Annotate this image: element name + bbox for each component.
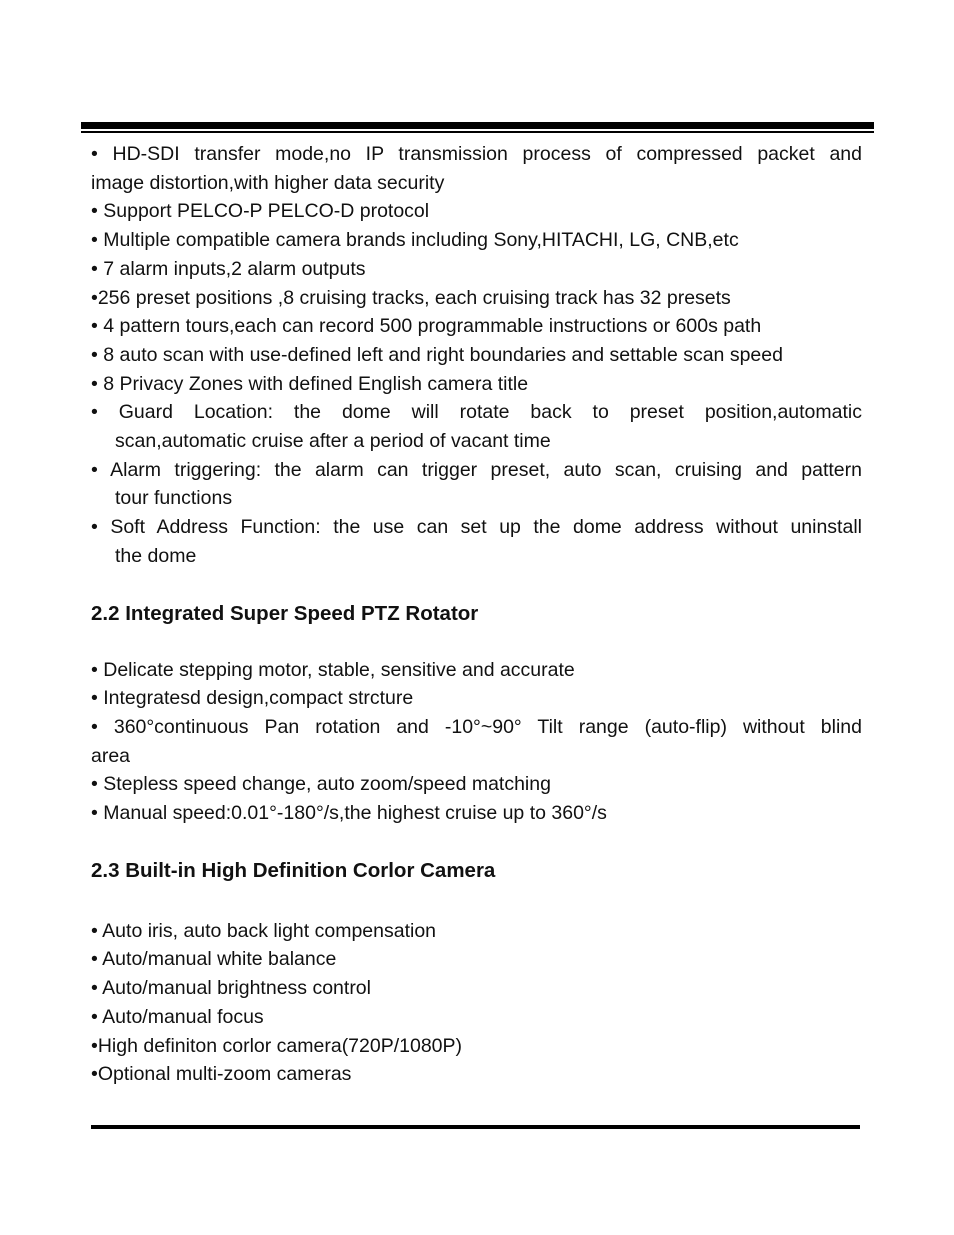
list-item-line: • Guard Location: the dome will rotate back to preset position,automatic [91,401,862,424]
list-item-line: image distortion,with higher data security [91,171,445,194]
list-item-line: • Stepless speed change, auto zoom/speed matching [91,773,551,796]
list-item [91,513,862,570]
bottom-rule [91,1125,860,1129]
list-item-line: • Multiple compatible camera brands including Sony,HITACHI, LG, CNB,etc [91,229,739,252]
list-item-line: • 8 Privacy Zones with defined English camera title [91,372,529,395]
camera-list [91,917,862,1089]
list-item [91,713,862,770]
list-item-line: • Soft Address Function: the use can set up the dome address without uninstall [91,516,862,539]
list-item-line: • Delicate stepping motor, stable, sensitive and accurate [91,658,575,681]
list-item [91,799,862,828]
list-item-line: •256 preset positions ,8 cruising tracks, each cruising track has 32 presets [91,286,731,309]
list-item-line: scan,automatic cruise after a period of vacant time [115,430,551,453]
list-item [91,656,862,685]
list-item-line: tour functions [115,487,233,510]
list-item [91,974,862,1003]
list-item [91,1032,862,1061]
list-item-line: • 360°continuous Pan rotation and -10°~90° Tilt range (auto-flip) without blind [91,715,862,738]
list-item [91,1060,862,1089]
list-item-line: • Auto/manual white balance [91,948,337,971]
list-item [91,255,862,284]
list-item [91,341,862,370]
list-item-line: • Auto iris, auto back light compensation [91,919,437,942]
list-item-line: • Support PELCO-P PELCO-D protocol [91,200,430,223]
list-item [91,770,862,799]
list-item-line: • 4 pattern tours,each can record 500 programmable instructions or 600s path [91,315,762,338]
top-rule-thin-line [81,131,874,133]
list-item-line: • Alarm triggering: the alarm can trigger preset, auto scan, cruising and pattern [91,458,862,481]
list-item-line: •High definiton corlor camera(720P/1080P) [91,1034,463,1057]
list-item-line: • Auto/manual focus [91,1005,264,1028]
list-item [91,140,862,197]
list-item-line: • Integratesd design,compact strcture [91,687,414,710]
list-item [91,398,862,455]
top-rule-thick-line [81,122,874,129]
list-item-line: the dome [115,544,197,567]
page-content [91,140,862,1089]
list-item [91,312,862,341]
list-item-line: • HD-SDI transfer mode,no IP transmission process of compressed packet and [91,143,862,165]
top-rule [81,122,874,134]
list-item-line: • Auto/manual brightness control [91,977,371,1000]
ptz-list [91,656,862,828]
list-item [91,370,862,399]
list-item-line: • 7 alarm inputs,2 alarm outputs [91,257,366,280]
list-item [91,226,862,255]
list-item-line: • Manual speed:0.01°-180°/s,the highest cruise up to 360°/s [91,802,607,825]
list-item-line: •Optional multi-zoom cameras [91,1063,352,1086]
list-item [91,197,862,226]
list-item [91,284,862,313]
features-list [91,140,862,571]
list-item [91,945,862,974]
list-item-line: • 8 auto scan with use-defined left and right boundaries and settable scan speed [91,343,783,366]
section-heading-camera: 2.3 Built-in High Definition Corlor Camera [91,858,496,882]
list-item [91,684,862,713]
list-item [91,456,862,513]
section-heading-ptz: 2.2 Integrated Super Speed PTZ Rotator [91,601,479,625]
list-item-line: area [91,744,131,767]
list-item [91,1003,862,1032]
list-item [91,917,862,946]
